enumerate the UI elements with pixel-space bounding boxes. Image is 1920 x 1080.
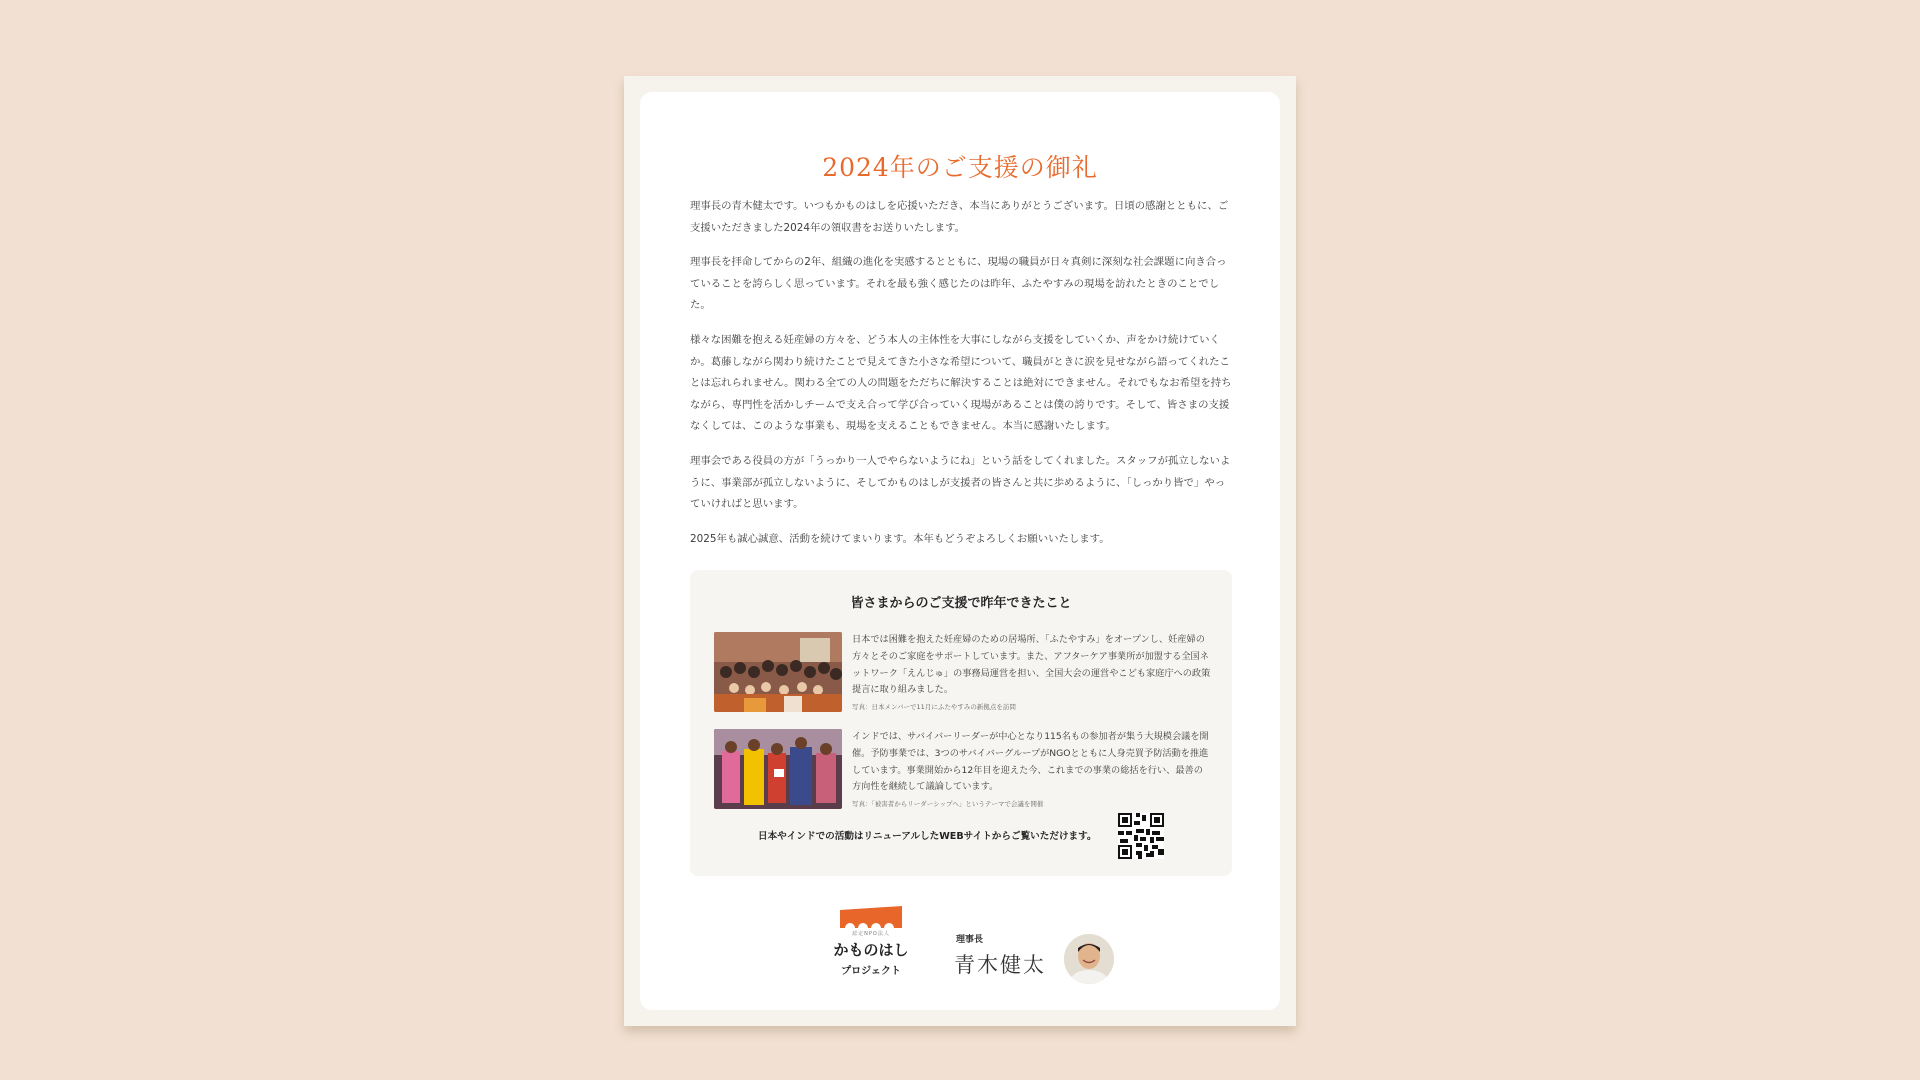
paragraph-3: 様々な困難を抱える妊産婦の方々を、どう本人の主体性を大事にしながら支援をしていくか、声をかけ続けていくか。葛藤しながら関わり続けたことで見えてきた小さな希望について、職員がときに涙を見せながら語ってくれたことは忘れられません。関わる全ての人の問題をただちに解決することは絶対にできません。それでもなお希望を持ちながら、専門性を活かしチームで支え合って学び合っていく現場があることは僕の誇りです。そして、皆さまの支援なくしては、このような事業も、現場を支えることもできません。本当に感謝いたします。	[690, 333, 1232, 433]
letter-sheet	[624, 76, 1296, 1026]
photo-caption-japan: 写真：日本メンバーで11月にふたやすみの新拠点を訪問	[852, 703, 1016, 712]
paragraph-2: 理事長を拝命してからの2年、組織の進化を実感するとともに、現場の職員が日々真剣に深刻な社会課題に向き合っていることを誇らしく思っています。それを最も強く感じたのは昨年、ふたやすみの現場を訪れたときのことでした。	[690, 256, 1227, 312]
achievements-panel	[690, 570, 1232, 876]
photo-japan-team	[714, 632, 842, 712]
paragraph-4: 理事会である役員の方が「うっかり一人でやらないようにね」という話をしてくれました。スタッフが孤立しないように、事業部が孤立しないように、そしてかものはしが支援者の皆さんと共に歩めるように、「しっかり皆で」やっていければと思います。	[690, 454, 1231, 511]
letter-body	[690, 196, 1232, 563]
letter-card	[640, 92, 1280, 1010]
qr-code-icon[interactable]	[1118, 813, 1164, 859]
org-type-label: 認定NPO法人	[852, 931, 890, 937]
photo-india-conference	[714, 729, 842, 809]
achievement-body-india: インドでは、サバイバーリーダーが中心となり115名もの参加者が集う大規模会議を開催。予防事業では、3つのサバイバーグループがNGOとともに人身売買予防活動を推進しています。事業開始から12年目を迎えた今、これまでの事業の総括を行い、最善の方向性を継続して議論しています。	[852, 731, 1209, 793]
org-logo	[830, 906, 912, 986]
org-name: かものはし	[833, 941, 909, 959]
achievement-text-japan	[852, 632, 1212, 712]
website-note: 日本やインドでの活動はリニューアルしたWEBサイトからご覧いただけます。	[758, 831, 1097, 842]
org-name-sub: プロジェクト	[841, 966, 901, 977]
paragraph-5: 2025年も誠心誠意、活動を続けてまいります。本年もどうぞよろしくお願いいたします。	[690, 532, 1110, 545]
letter-title: 2024年のご支援の御礼	[822, 153, 1098, 182]
paragraph-1: 理事長の青木健太です。いつもかものはしを応援いただき、本当にありがとうございます。日頃の感謝とともに、ご支援いただきました2024年の領収書をお送りいたします。	[690, 200, 1229, 234]
photo-caption-india: 写真：「被害者からリーダーシップへ」というテーマで会議を開催	[852, 800, 1044, 809]
panel-title: 皆さまからのご支援で昨年できたこと	[850, 596, 1072, 611]
avatar	[1064, 934, 1114, 984]
signer-role: 理事長	[956, 935, 984, 945]
achievement-body-japan: 日本では困難を抱えた妊産婦のための居場所、「ふたやすみ」をオープンし、妊産婦の方々とそのご家庭をサポートしています。また、アフターケア事業所が加盟する全国ネットワーク「えんじゅ」の事務局運営を担い、全国大会の運営やこども家庭庁への政策提言に取り組みました。	[852, 634, 1211, 696]
bridge-logo-icon	[840, 906, 902, 928]
achievement-text-india	[852, 729, 1212, 809]
signer-name: 青木健太	[954, 953, 1046, 977]
